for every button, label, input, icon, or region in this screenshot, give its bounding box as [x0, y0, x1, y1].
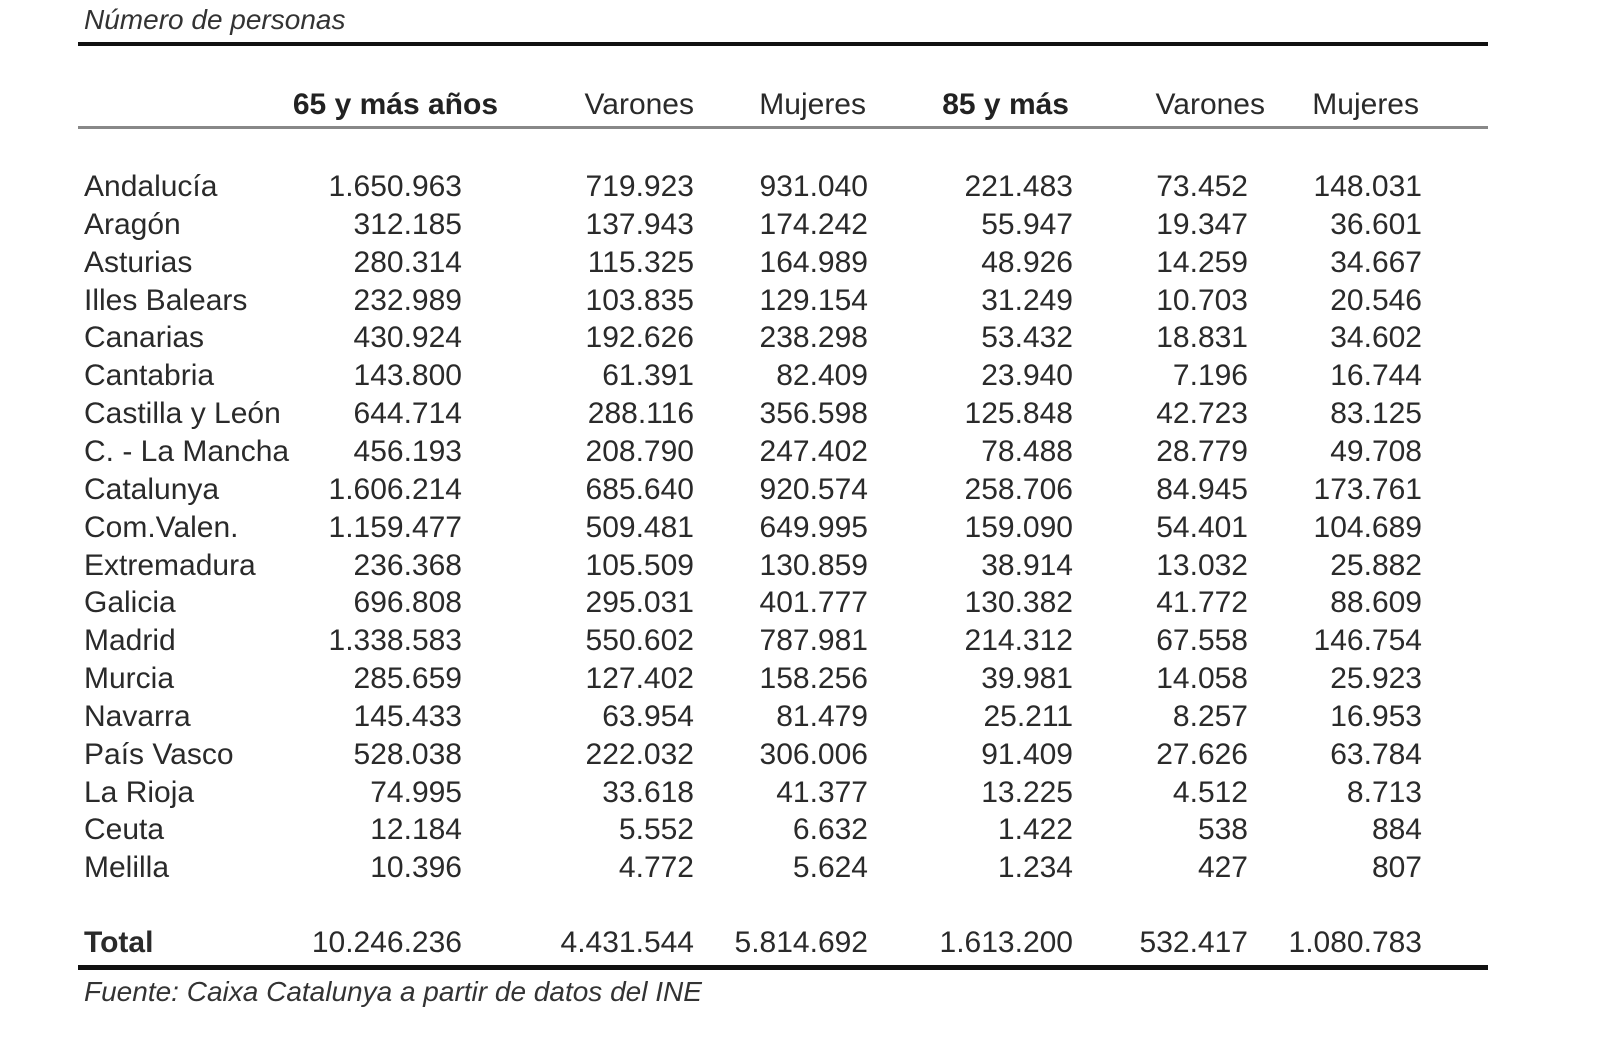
- table-cell: 146.754: [1313, 624, 1422, 658]
- table-cell: 115.325: [587, 245, 694, 279]
- table-cell: 8.257: [1172, 699, 1248, 733]
- table-cell: 105.509: [585, 548, 694, 582]
- total-label: Total: [84, 926, 154, 959]
- table-cell: 10.396: [370, 851, 462, 885]
- table-cell: 158.256: [759, 662, 868, 696]
- table-cell: 82.409: [776, 359, 868, 393]
- table-cell: 6.632: [792, 813, 868, 847]
- region-name: Catalunya: [84, 472, 220, 506]
- table-cell: 130.382: [964, 586, 1073, 620]
- table-cell: 16.744: [1330, 359, 1422, 393]
- table-cell: 103.835: [585, 283, 694, 317]
- table-cell: 644.714: [353, 397, 462, 431]
- region-name: Castilla y León: [84, 397, 281, 431]
- region-name: Melilla: [84, 851, 170, 885]
- table-cell: 312.185: [353, 207, 462, 241]
- table-cell: 173.761: [1313, 472, 1422, 506]
- table-cell: 67.558: [1156, 624, 1248, 658]
- table-cell: 247.402: [759, 434, 868, 468]
- table-cell: 41.772: [1156, 586, 1248, 620]
- region-name: Ceuta: [84, 813, 165, 847]
- table-cell: 174.242: [759, 207, 868, 241]
- total-cell: 1.613.200: [939, 926, 1073, 959]
- region-name: Navarra: [84, 699, 191, 733]
- table-cell: 238.298: [759, 321, 868, 355]
- table-cell: 7.196: [1172, 359, 1248, 393]
- column-header: Mujeres: [759, 88, 866, 121]
- bottom-rule: [78, 965, 1488, 970]
- table-cell: 19.347: [1156, 207, 1248, 241]
- total-cell: 532.417: [1139, 926, 1248, 959]
- table-cell: 787.981: [759, 624, 868, 658]
- table-cell: 20.546: [1330, 283, 1422, 317]
- region-name: Illes Balears: [84, 283, 248, 317]
- table-cell: 356.598: [759, 397, 868, 431]
- subtitle: Número de personas: [84, 4, 346, 35]
- table-cell: 28.779: [1156, 434, 1248, 468]
- table-cell: 236.368: [353, 548, 462, 582]
- table-cell: 34.602: [1330, 321, 1422, 355]
- table-cell: 27.626: [1156, 737, 1248, 771]
- table-cell: 31.249: [981, 283, 1073, 317]
- column-header: 85 y más: [942, 88, 1069, 121]
- table-cell: 16.953: [1330, 699, 1422, 733]
- table-cell: 4.772: [618, 851, 694, 885]
- table-cell: 14.058: [1156, 662, 1248, 696]
- table-cell: 258.706: [964, 472, 1073, 506]
- table-cell: 33.618: [602, 775, 694, 809]
- total-cell: 4.431.544: [560, 926, 694, 959]
- region-name: Madrid: [84, 624, 176, 658]
- table-cell: 4.512: [1172, 775, 1248, 809]
- table-cell: 78.488: [981, 434, 1073, 468]
- table-cell: 528.038: [353, 737, 462, 771]
- table-cell: 538: [1197, 813, 1248, 847]
- table-cell: 931.040: [759, 170, 868, 203]
- table-cell: 129.154: [759, 283, 868, 317]
- table-cell: 13.225: [981, 775, 1073, 809]
- table-cell: 63.784: [1330, 737, 1422, 771]
- table-cell: 25.211: [983, 699, 1073, 733]
- table-cell: 696.808: [353, 586, 462, 620]
- table-cell: 1.650.963: [328, 170, 462, 203]
- table-cell: 84.945: [1156, 472, 1248, 506]
- region-name: Com.Valen.: [84, 510, 239, 544]
- table-cell: 430.924: [353, 321, 462, 355]
- source-note: Fuente: Caixa Catalunya a partir de datos del INE: [84, 976, 702, 1007]
- table-cell: 306.006: [759, 737, 868, 771]
- table-cell: 148.031: [1313, 170, 1422, 203]
- region-name: Extremadura: [84, 548, 256, 582]
- table-cell: 34.667: [1330, 245, 1422, 279]
- region-name: Asturias: [84, 245, 193, 279]
- table-cell: 55.947: [981, 207, 1073, 241]
- table-cell: 1.234: [997, 851, 1073, 885]
- table-cell: 36.601: [1330, 207, 1422, 241]
- column-header: 65 y más años: [292, 88, 498, 121]
- table-cell: 53.432: [981, 321, 1073, 355]
- table-cell: 127.402: [585, 662, 694, 696]
- table-cell: 222.032: [585, 737, 694, 771]
- table-cell: 88.609: [1330, 586, 1422, 620]
- table-cell: 509.481: [585, 510, 694, 544]
- table-cell: 10.703: [1156, 283, 1248, 317]
- table-cell: 1.422: [997, 813, 1073, 847]
- region-name: Aragón: [84, 207, 181, 241]
- region-name: Murcia: [84, 662, 175, 696]
- table-cell: 42.723: [1156, 397, 1248, 431]
- table-cell: 81.479: [776, 699, 868, 733]
- table-cell: 13.032: [1156, 548, 1248, 582]
- table-cell: 54.401: [1156, 510, 1248, 544]
- table-cell: 285.659: [353, 662, 462, 696]
- table-cell: 130.859: [759, 548, 868, 582]
- table-cell: 807: [1371, 851, 1422, 885]
- table-cell: 23.940: [981, 359, 1073, 393]
- region-name: Cantabria: [84, 359, 215, 393]
- column-header: Mujeres: [1312, 88, 1419, 121]
- column-header: Varones: [1155, 88, 1265, 121]
- table-cell: 159.090: [964, 510, 1073, 544]
- table-cell: 14.259: [1156, 245, 1248, 279]
- table-cell: 1.338.583: [328, 624, 462, 658]
- table-cell: 192.626: [585, 321, 694, 355]
- table-cell: 280.314: [353, 245, 462, 279]
- table-cell: 8.713: [1346, 775, 1422, 809]
- table-cell: 25.923: [1330, 662, 1422, 696]
- table-cell: 125.848: [964, 397, 1073, 431]
- table-cell: 208.790: [585, 434, 694, 468]
- total-cell: 10.246.236: [311, 926, 462, 959]
- table-cell: 73.452: [1156, 170, 1248, 203]
- region-name: Canarias: [84, 321, 205, 355]
- table-cell: 719.923: [585, 170, 694, 203]
- top-rule: [78, 42, 1488, 46]
- table-cell: 232.989: [353, 283, 462, 317]
- table-cell: 63.954: [602, 699, 694, 733]
- table-cell: 41.377: [776, 775, 868, 809]
- table-cell: 5.624: [792, 851, 868, 885]
- table-cell: 221.483: [964, 170, 1073, 203]
- header-rule: [78, 126, 1488, 129]
- table-cell: 1.606.214: [328, 472, 462, 506]
- table-cell: 104.689: [1313, 510, 1422, 544]
- table-cell: 214.312: [964, 624, 1073, 658]
- table-cell: 74.995: [370, 775, 462, 809]
- table-cell: 288.116: [587, 397, 694, 431]
- table-cell: 49.708: [1330, 434, 1422, 468]
- table-cell: 456.193: [353, 434, 462, 468]
- table-cell: 920.574: [759, 472, 868, 506]
- table-cell: 685.640: [585, 472, 694, 506]
- table-cell: 25.882: [1330, 548, 1422, 582]
- table-cell: 1.159.477: [328, 510, 462, 544]
- table-cell: 649.995: [759, 510, 868, 544]
- region-name: La Rioja: [84, 775, 195, 809]
- table-cell: 550.602: [585, 624, 694, 658]
- table-cell: 18.831: [1156, 321, 1248, 355]
- table-cell: 401.777: [759, 586, 868, 620]
- table-cell: 83.125: [1330, 397, 1422, 431]
- region-name: Galicia: [84, 586, 176, 620]
- region-name: Andalucía: [84, 170, 218, 203]
- region-name: País Vasco: [84, 737, 234, 771]
- table-cell: 91.409: [981, 737, 1073, 771]
- table-cell: 295.031: [585, 586, 694, 620]
- table-cell: 164.989: [759, 245, 868, 279]
- table-cell: 61.391: [602, 359, 694, 393]
- table-cell: 143.800: [353, 359, 462, 393]
- table-cell: 884: [1371, 813, 1422, 847]
- column-header: Varones: [584, 88, 694, 121]
- table-cell: 427: [1197, 851, 1248, 885]
- total-cell: 1.080.783: [1288, 926, 1422, 959]
- table-cell: 38.914: [981, 548, 1073, 582]
- table-cell: 39.981: [981, 662, 1073, 696]
- table-cell: 137.943: [585, 207, 694, 241]
- table-cell: 48.926: [981, 245, 1073, 279]
- table-cell: 12.184: [370, 813, 462, 847]
- region-name: C. - La Mancha: [84, 434, 290, 468]
- table-cell: 145.433: [353, 699, 462, 733]
- total-cell: 5.814.692: [734, 926, 868, 959]
- table-cell: 5.552: [618, 813, 694, 847]
